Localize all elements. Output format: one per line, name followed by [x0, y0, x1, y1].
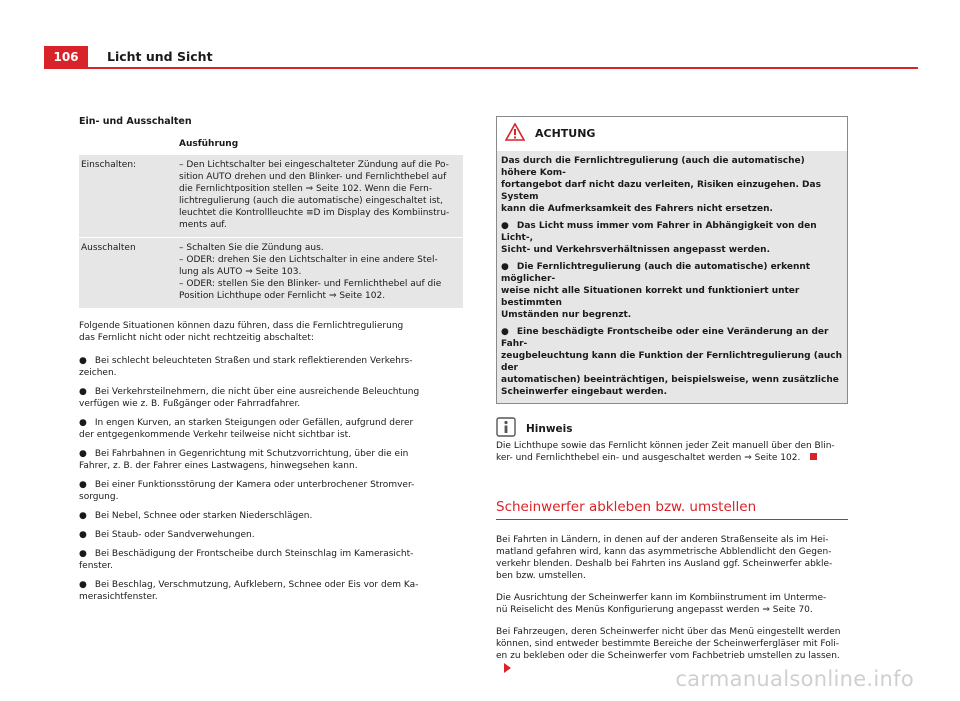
table-header-ausfuehrung: Ausführung: [179, 139, 239, 149]
list-item: ● Bei schlecht beleuchteten Straßen und stark reflektierenden Verkehrs- zeichen.: [79, 356, 413, 378]
line: Folgende Situationen können dazu führen, dass die Fernlichtregulierung: [79, 321, 404, 331]
table-row-label: Einschalten:: [81, 160, 137, 170]
bullet-icon: ●: [79, 511, 87, 521]
left-column: [79, 116, 463, 610]
warning-bullet: ● Das Licht muss immer vom Fahrer in Abhängigkeit von den Licht-, Sicht- und Verkehrsverhältnissen angepasst werden.: [501, 221, 817, 255]
right-column: [496, 116, 848, 674]
paragraph: Die Ausrichtung der Scheinwerfer kann im Kombiinstrument im Unterme- nü Reiselicht des Menüs Konfigurierung angepasst werden ⇒ Seite 70.: [496, 593, 827, 615]
watermark: carmanualsonline.info: [675, 667, 914, 691]
bullet-icon: ●: [79, 549, 87, 559]
list-item: ● Bei Beschädigung der Frontscheibe durch Steinschlag im Kamerasicht- fenster.: [79, 549, 414, 571]
table-row-text: [179, 242, 463, 302]
bullet-icon: ●: [79, 387, 87, 397]
table-row-text: [179, 159, 463, 231]
header-rule: [44, 67, 918, 69]
line: sition AUTO drehen und den Blinker- und Fernlichthebel auf: [179, 172, 447, 182]
bullet-icon: ●: [79, 356, 87, 366]
line: leuchtet die Kontrollleuchte ≡D im Display des Kombiinstru-: [179, 208, 450, 218]
line: ments auf.: [179, 220, 227, 230]
note-title: Hinweis: [526, 423, 573, 435]
line: Position Lichthupe oder Fernlicht ⇒ Seite 102.: [179, 291, 386, 301]
bullet-icon: ●: [79, 418, 87, 428]
end-of-section-icon: [810, 453, 817, 460]
section-title-ein-ausschalten: Ein- und Ausschalten: [79, 116, 192, 127]
situation-list: [79, 355, 463, 603]
section-rule: [496, 519, 848, 520]
warning-bullet: ● Die Fernlichtregulierung (auch die automatische) erkennt möglicher- weise nicht alle Situationen korrekt und funktioniert unter bestimmten Umständen nur begrenzt.: [501, 262, 811, 320]
page-header: [44, 46, 918, 68]
continue-arrow-icon: [504, 663, 511, 673]
page-number: 106: [44, 46, 88, 67]
warning-bullet: ● Eine beschädigte Frontscheibe oder eine Veränderung an der Fahr- zeugbeleuchtung kann die Funktion der Fernlichtregulierung (auch der automatischen) beeinträchtigen, beispielsweise, wenn zusätzliche Scheinwerfer eingebaut werden.: [501, 327, 843, 397]
list-item: ● Bei Staub- oder Sandverwehungen.: [79, 530, 255, 540]
list-item: ● Bei Beschlag, Verschmutzung, Aufklebern, Schnee oder Eis vor dem Ka- merasichtfenster.: [79, 580, 419, 602]
warning-triangle-icon: [505, 123, 525, 145]
table-row-label: Ausschalten: [81, 243, 136, 253]
line: – Schalten Sie die Zündung aus.: [179, 243, 324, 253]
chapter-title: Licht und Sicht: [107, 49, 213, 64]
warning-title: ACHTUNG: [535, 127, 596, 140]
warning-header: [497, 117, 847, 151]
list-item: ● Bei Verkehrsteilnehmern, die nicht über eine ausreichende Beleuchtung verfügen wie z. B. Fußgänger oder Fahrradfahrer.: [79, 387, 420, 409]
bullet-icon: ●: [79, 580, 87, 590]
line: die Fernlichtposition stellen ⇒ Seite 102. Wenn die Fern-: [179, 184, 433, 194]
bullet-icon: ●: [501, 327, 509, 337]
line: lichtregulierung (auch die automatische) eingeschaltet ist,: [179, 196, 443, 206]
bullet-icon: ●: [501, 221, 509, 231]
bullet-icon: ●: [501, 262, 509, 272]
table-row-ausschalten: [79, 238, 463, 308]
warning-intro: Das durch die Fernlichtregulierung (auch die automatische) höhere Kom- fortangebot darf nicht dazu verleiten, Risiken einzugehen. Das System kann die Aufmerksamkeit des Fahrers nicht ersetzen.: [501, 156, 821, 214]
paragraph: Bei Fahrzeugen, deren Scheinwerfer nicht über das Menü eingestellt werden können, sind entweder bestimmte Bereiche der Scheinwerfergläser mit Foli- en zu bekleben oder die Scheinwerfer vom Fachbetrieb umstellen zu lassen.: [496, 626, 848, 674]
line: – Den Lichtschalter bei eingeschalteter Zündung auf die Po-: [179, 160, 449, 170]
paragraph: Bei Fahrten in Ländern, in denen auf der anderen Straßenseite als im Hei- matland gefahren wird, kann das asymmetrische Abblendlicht den Gegen- verkehr blenden. Deshalb bei Fahrten ins Ausland ggf. Scheinwerfer abkle- ben bzw. umstellen.: [496, 535, 833, 581]
line: lung als AUTO ⇒ Seite 103.: [179, 267, 302, 277]
list-item: ● Bei einer Funktionsstörung der Kamera oder unterbrochener Stromver- sorgung.: [79, 480, 415, 502]
bullet-icon: ●: [79, 449, 87, 459]
line: – ODER: drehen Sie den Lichtschalter in eine andere Stel-: [179, 255, 438, 265]
line: – ODER: stellen Sie den Blinker- und Fernlichthebel auf die: [179, 279, 442, 289]
warning-body: [497, 151, 847, 403]
line: das Fernlicht nicht oder nicht rechtzeitig abschaltet:: [79, 333, 314, 343]
note-header: [496, 418, 848, 440]
intro-paragraph: [79, 320, 463, 344]
section-heading-scheinwerfer: Scheinwerfer abkleben bzw. umstellen: [496, 499, 757, 515]
info-note-icon: [496, 417, 516, 441]
list-item: ● Bei Nebel, Schnee oder starken Niederschlägen.: [79, 511, 313, 521]
warning-box: [496, 116, 848, 404]
list-item: ● Bei Fahrbahnen in Gegenrichtung mit Schutzvorrichtung, über die ein Fahrer, z. B. der Fahrer eines Lastwagens, hinwegsehen kann.: [79, 449, 409, 471]
bullet-icon: ●: [79, 530, 87, 540]
note-text: Die Lichthupe sowie das Fernlicht können jeder Zeit manuell über den Blin- ker- und Fernlichthebel ein- und ausgeschaltet werden ⇒ Seite 102.: [496, 441, 835, 463]
list-item: ● In engen Kurven, an starken Steigungen oder Gefällen, aufgrund derer der entgegenkommende Verkehr teilweise nicht sichtbar ist.: [79, 418, 414, 440]
note-block: [496, 418, 848, 464]
table-row-einschalten: [79, 155, 463, 237]
bullet-icon: ●: [79, 480, 87, 490]
